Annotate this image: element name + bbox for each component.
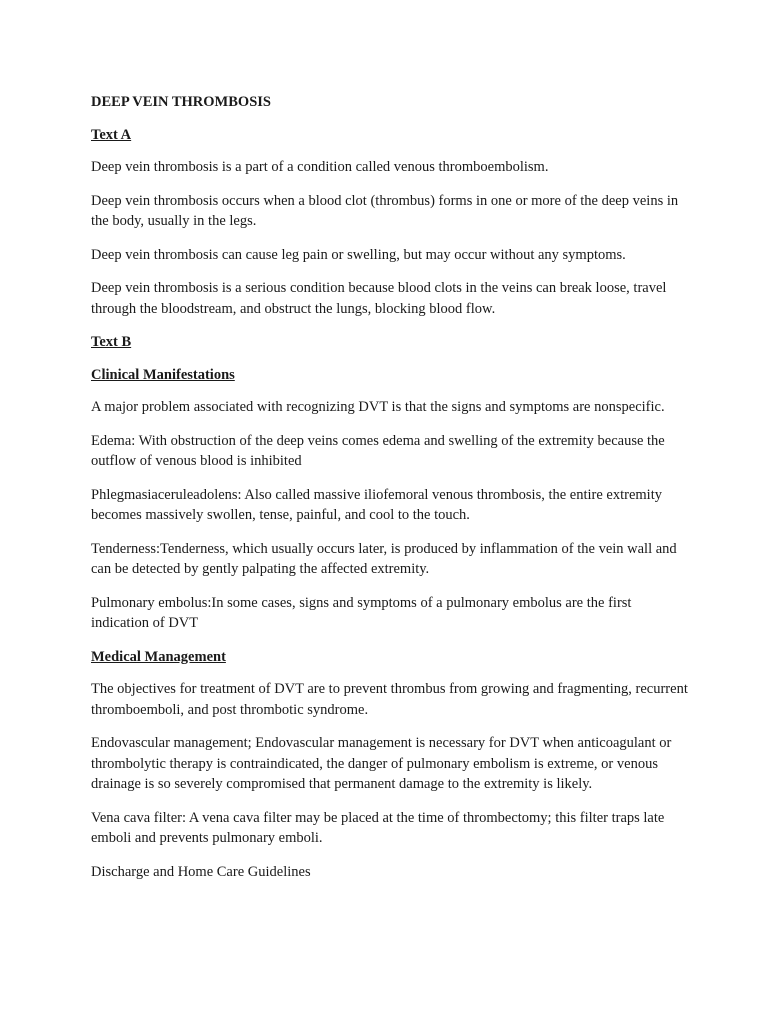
text-a-heading: Text A — [91, 126, 132, 143]
text-a-paragraph-3: Deep vein thrombosis can cause leg pain or swelling, but may occur without any symptoms. — [91, 246, 626, 263]
clinical-manifestations-heading: Clinical Manifestations — [91, 366, 235, 383]
document-page — [91, 92, 691, 895]
clinical-paragraph-2: Edema: With obstruction of the deep veins comes edema and swelling of the extremity because the outflow of venous blood is inhibited — [91, 432, 665, 469]
discharge-home-care-heading: Discharge and Home Care Guidelines — [91, 863, 311, 880]
text-a-paragraph-1: Deep vein thrombosis is a part of a condition called venous thromboembolism. — [91, 159, 549, 175]
medical-paragraph-2: Endovascular management; Endovascular management is necessary for DVT when anticoagulant or thrombolytic therapy is contraindicated, the danger of pulmonary embolism is extreme, or venous drainage is so severely compromised that permanent damage to the extremity is likely. — [91, 735, 672, 792]
clinical-paragraph-1: A major problem associated with recognizing DVT is that the signs and symptoms are nonspecific. — [91, 399, 665, 415]
medical-management-heading: Medical Management — [91, 648, 226, 665]
clinical-paragraph-4: Tenderness:Tenderness, which usually occurs later, is produced by inflammation of the vein wall and can be detected by gently palpating the affected extremity. — [91, 540, 677, 577]
text-b-heading: Text B — [91, 334, 132, 350]
medical-paragraph-1: The objectives for treatment of DVT are to prevent thrombus from growing and fragmenting, recurrent thromboemboli, and post thrombotic syndrome. — [91, 681, 688, 718]
document-title: DEEP VEIN THROMBOSIS — [91, 94, 271, 110]
clinical-paragraph-3: Phlegmasiaceruleadolens: Also called massive iliofemoral venous thrombosis, the entire extremity becomes massively swollen, tense, painful, and cool to the touch. — [91, 486, 662, 523]
medical-paragraph-3: Vena cava filter: A vena cava filter may be placed at the time of thrombectomy; this filter traps late emboli and prevents pulmonary emboli. — [91, 809, 665, 846]
text-a-paragraph-2: Deep vein thrombosis occurs when a blood clot (thrombus) forms in one or more of the deep veins in the body, usually in the legs. — [91, 192, 679, 229]
text-a-paragraph-4: Deep vein thrombosis is a serious condition because blood clots in the veins can break loose, travel through the bloodstream, and obstruct the lungs, blocking blood flow. — [91, 280, 667, 317]
clinical-paragraph-5: Pulmonary embolus:In some cases, signs and symptoms of a pulmonary embolus are the first indication of DVT — [91, 594, 632, 631]
